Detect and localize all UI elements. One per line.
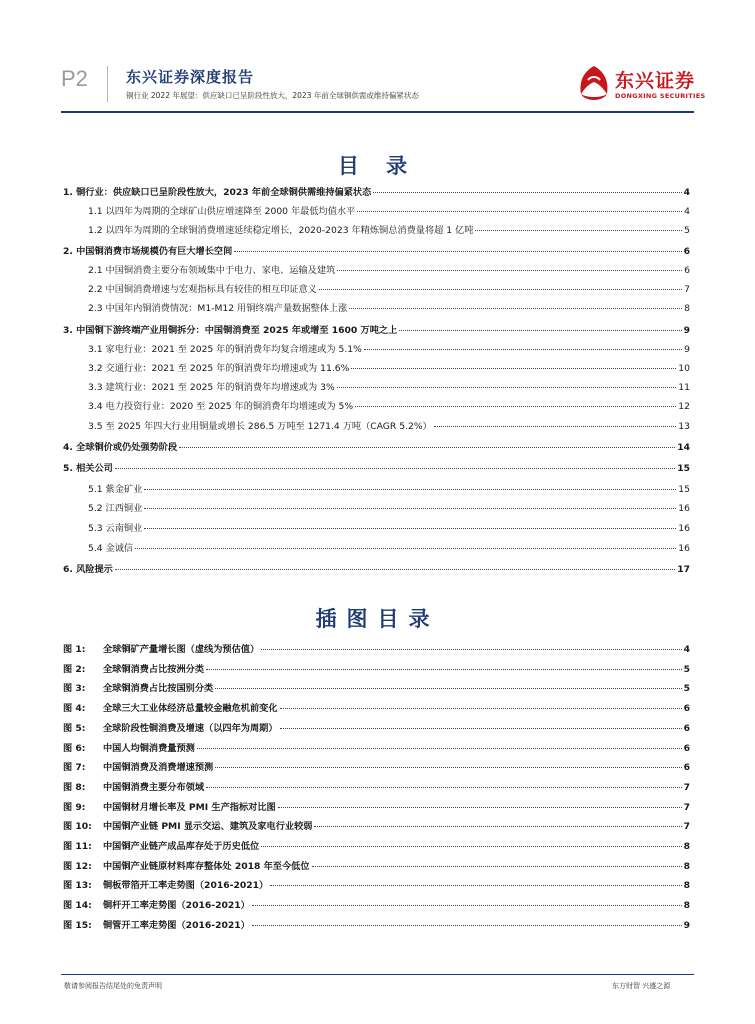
page-number: P2 bbox=[61, 66, 88, 91]
toc-leader-dots bbox=[144, 508, 676, 509]
toc-entry[interactable] bbox=[88, 481, 690, 497]
toc-entry-title: 3.3 建筑行业：2021 至 2025 年的铜消费年均增速或为 3% bbox=[88, 382, 335, 393]
figure-page: 8 bbox=[683, 841, 690, 852]
toc-leader-dots bbox=[349, 308, 682, 309]
figure-page: 6 bbox=[683, 703, 690, 714]
toc-entry-page: 16 bbox=[678, 543, 690, 554]
figure-number: 图 15: bbox=[63, 920, 92, 931]
toc-entry-page: 16 bbox=[678, 523, 690, 534]
toc-leader-dots bbox=[144, 489, 676, 490]
report-subtitle: 铜行业 2022 年展望：供应缺口已呈阶段性放大，2023 年前全球铜供需或维持偏紧状态 bbox=[126, 91, 419, 100]
figure-entry[interactable] bbox=[63, 877, 690, 893]
figure-leader-dots bbox=[206, 787, 682, 788]
toc-entry[interactable] bbox=[63, 460, 690, 476]
figure-number: 图 8: bbox=[63, 782, 86, 793]
figure-number: 图 5: bbox=[63, 723, 86, 734]
figure-leader-dots bbox=[280, 708, 682, 709]
toc-entry-page: 15 bbox=[677, 463, 690, 474]
toc-entry[interactable] bbox=[88, 300, 690, 316]
figure-entry[interactable] bbox=[63, 759, 690, 775]
toc-leader-dots bbox=[337, 270, 682, 271]
toc-entry-title: 5.1 紫金矿业 bbox=[88, 484, 143, 495]
toc-entry-title: 3. 中国铜下游终端产业用铜拆分：中国铜消费至 2025 年或增至 1600 万吨之上 bbox=[63, 325, 398, 336]
figure-entry[interactable] bbox=[63, 779, 690, 795]
figure-title: 全球三大工业体经济总量较金融危机前变化 bbox=[103, 703, 278, 714]
figure-leader-dots bbox=[206, 669, 682, 670]
toc-entry[interactable] bbox=[88, 222, 690, 238]
toc-entry-page: 6 bbox=[683, 246, 690, 257]
figure-title: 中国铜消费及消费增速预测 bbox=[103, 762, 214, 773]
toc-leader-dots bbox=[475, 230, 682, 231]
toc-entry-title: 4. 全球铜价或仍处强势阶段 bbox=[63, 442, 178, 453]
figure-number: 图 4: bbox=[63, 703, 86, 714]
figure-title: 全球铜消费占比按国别分类 bbox=[103, 683, 214, 694]
toc-entry-page: 17 bbox=[677, 564, 690, 575]
figure-number: 图 14: bbox=[63, 900, 92, 911]
figure-page: 6 bbox=[683, 723, 690, 734]
toc-entry[interactable] bbox=[88, 540, 690, 556]
toc-leader-dots bbox=[115, 569, 675, 570]
figure-number: 图 10: bbox=[63, 821, 92, 832]
toc-entry-title: 6. 风险提示 bbox=[63, 564, 113, 575]
figure-leader-dots bbox=[215, 688, 681, 689]
figure-title: 中国铜消费主要分布领域 bbox=[103, 782, 205, 793]
report-title: 东兴证券深度报告 bbox=[126, 68, 255, 86]
toc-leader-dots bbox=[337, 387, 677, 388]
toc-leader-dots bbox=[234, 251, 681, 252]
header-rule bbox=[61, 111, 694, 113]
figure-page: 7 bbox=[683, 821, 690, 832]
figure-page: 8 bbox=[683, 861, 690, 872]
figure-leader-dots bbox=[314, 826, 681, 827]
figure-entry[interactable] bbox=[63, 818, 690, 834]
footer-rule bbox=[61, 974, 694, 975]
toc-entry-title: 2.3 中国年内铜消费情况：M1-M12 用铜终端产量数据整体上涨 bbox=[88, 303, 348, 314]
figure-title: 中国铜产业链原材料库存整体处 2018 年至今低位 bbox=[103, 861, 310, 872]
toc-leader-dots bbox=[351, 368, 676, 369]
figure-entry[interactable] bbox=[63, 661, 690, 677]
toc-entry-page: 13 bbox=[678, 421, 690, 432]
figure-number: 图 9: bbox=[63, 802, 86, 813]
toc-leader-dots bbox=[355, 406, 676, 407]
toc-entry-title: 5.2 江西铜业 bbox=[88, 503, 143, 514]
toc-entry-title: 1.2 以四年为周期的全球铜消费增速延续稳定增长，2020-2023 年精炼铜总消费量将超 1 亿吨 bbox=[88, 225, 474, 236]
toc-entry-title: 1. 铜行业：供应缺口已呈阶段性放大，2023 年前全球铜供需维持偏紧状态 bbox=[63, 187, 372, 198]
figure-leader-dots bbox=[261, 649, 681, 650]
toc-entry[interactable] bbox=[88, 341, 690, 357]
toc-entry[interactable] bbox=[88, 281, 690, 297]
toc-entry-page: 14 bbox=[677, 442, 690, 453]
toc-entry-title: 5. 相关公司 bbox=[63, 463, 113, 474]
figure-number: 图 6: bbox=[63, 743, 86, 754]
toc-entry-title: 5.3 云南铜业 bbox=[88, 523, 143, 534]
figure-leader-dots bbox=[270, 885, 681, 886]
toc-leader-dots bbox=[399, 330, 681, 331]
toc-leader-dots bbox=[144, 528, 676, 529]
toc-entry-page: 4 bbox=[683, 187, 690, 198]
figure-title: 全球阶段性铜消费及增速（以四年为周期） bbox=[103, 723, 278, 734]
toc-entry[interactable] bbox=[63, 243, 690, 259]
figure-title: 中国铜产业链产成品库存处于历史低位 bbox=[103, 841, 260, 852]
figure-leader-dots bbox=[215, 767, 681, 768]
figure-title: 中国铜产业链 PMI 显示交运、建筑及家电行业较弱 bbox=[103, 821, 313, 832]
logo-text-cn: 东兴证券 bbox=[615, 70, 696, 92]
figure-entry[interactable] bbox=[63, 641, 690, 657]
figure-number: 图 7: bbox=[63, 762, 86, 773]
figure-title: 全球铜矿产量增长图（虚线为预估值） bbox=[103, 644, 260, 655]
figure-entry[interactable] bbox=[63, 720, 690, 736]
toc-entry-page: 11 bbox=[678, 382, 690, 393]
toc-entry[interactable] bbox=[63, 561, 690, 577]
figure-title: 铜管开工率走势图（2016-2021） bbox=[103, 920, 250, 931]
toc-entry-page: 4 bbox=[684, 206, 690, 217]
toc-entry-page: 6 bbox=[684, 265, 690, 276]
figure-entry[interactable] bbox=[63, 858, 690, 874]
toc-leader-dots bbox=[357, 211, 682, 212]
figure-leader-dots bbox=[197, 748, 682, 749]
toc-leader-dots bbox=[434, 426, 677, 427]
figure-entry[interactable] bbox=[63, 700, 690, 716]
figure-entry[interactable] bbox=[63, 740, 690, 756]
footer-disclaimer: 敬请参阅报告结尾处的免责声明 bbox=[64, 982, 162, 990]
figure-leader-dots bbox=[312, 866, 682, 867]
toc-leader-dots bbox=[373, 192, 681, 193]
figure-list-heading: 插图目录 bbox=[315, 607, 440, 631]
toc-entry-title: 2.1 中国铜消费主要分布领域集中于电力、家电、运输及建筑 bbox=[88, 265, 336, 276]
figure-page: 4 bbox=[683, 644, 690, 655]
toc-entry-title: 2. 中国铜消费市场规模仍有巨大增长空间 bbox=[63, 246, 233, 257]
figure-leader-dots bbox=[261, 846, 681, 847]
toc-leader-dots bbox=[179, 447, 675, 448]
toc-entry-page: 5 bbox=[684, 225, 690, 236]
figure-entry[interactable] bbox=[63, 680, 690, 696]
toc-leader-dots bbox=[135, 548, 676, 549]
figure-leader-dots bbox=[252, 905, 682, 906]
toc-entry[interactable] bbox=[63, 184, 690, 200]
toc-entry-page: 10 bbox=[678, 363, 690, 374]
toc-entry-title: 5.4 金诚信 bbox=[88, 543, 134, 554]
figure-title: 铜杆开工率走势图（2016-2021） bbox=[103, 900, 250, 911]
toc-entry[interactable] bbox=[88, 418, 690, 434]
figure-title: 铜板带箔开工率走势图（2016-2021） bbox=[103, 880, 269, 891]
toc-entry-page: 8 bbox=[684, 303, 690, 314]
toc-entry[interactable] bbox=[88, 360, 690, 376]
toc-entry[interactable] bbox=[88, 379, 690, 395]
toc-entry[interactable] bbox=[88, 262, 690, 278]
figure-leader-dots bbox=[280, 728, 682, 729]
toc-entry[interactable] bbox=[88, 500, 690, 516]
figure-entry[interactable] bbox=[63, 838, 690, 854]
toc-leader-dots bbox=[115, 468, 675, 469]
toc-entry-title: 3.4 电力投资行业：2020 至 2025 年的铜消费年均增速或为 5% bbox=[88, 401, 354, 412]
figure-entry[interactable] bbox=[63, 799, 690, 815]
toc-entry[interactable] bbox=[88, 398, 690, 414]
figure-entry[interactable] bbox=[63, 897, 690, 913]
dongxing-logo-icon bbox=[575, 64, 613, 104]
figure-number: 图 12: bbox=[63, 861, 92, 872]
toc-entry-page: 15 bbox=[678, 484, 690, 495]
figure-page: 8 bbox=[683, 900, 690, 911]
figure-page: 6 bbox=[683, 743, 690, 754]
toc-entry-page: 9 bbox=[683, 325, 690, 336]
figure-page: 6 bbox=[683, 762, 690, 773]
figure-page: 5 bbox=[683, 664, 690, 675]
footer-slogan: 东方财智 兴盛之源 bbox=[612, 982, 671, 990]
figure-page: 8 bbox=[683, 880, 690, 891]
toc-entry-title: 3.5 至 2025 年四大行业用铜量或增长 286.5 万吨至 1271.4 万吨（CAGR 5.2%） bbox=[88, 421, 432, 432]
toc-entry[interactable] bbox=[88, 203, 690, 219]
toc-leader-dots bbox=[364, 349, 682, 350]
figure-page: 5 bbox=[683, 683, 690, 694]
figure-number: 图 13: bbox=[63, 880, 92, 891]
toc-entry-title: 1.1 以四年为周期的全球矿山供应增速降至 2000 年最低均值水平 bbox=[88, 206, 356, 217]
figure-leader-dots bbox=[252, 925, 682, 926]
toc-entry-title: 2.2 中国铜消费增速与宏观指标具有较佳的相互印证意义 bbox=[88, 284, 317, 295]
logo-text-en: DONGXING SECURITIES bbox=[615, 92, 706, 100]
toc-entry-page: 12 bbox=[678, 401, 690, 412]
toc-leader-dots bbox=[319, 289, 682, 290]
toc-entry-page: 7 bbox=[684, 284, 690, 295]
figure-title: 中国铜材月增长率及 PMI 生产指标对比图 bbox=[103, 802, 276, 813]
toc-entry[interactable] bbox=[63, 439, 690, 455]
toc-entry[interactable] bbox=[63, 322, 690, 338]
figure-number: 图 2: bbox=[63, 664, 86, 675]
toc-entry-title: 3.2 交通行业：2021 至 2025 年的铜消费年均增速或为 11.6% bbox=[88, 363, 350, 374]
figure-number: 图 3: bbox=[63, 683, 86, 694]
figure-page: 9 bbox=[683, 920, 690, 931]
figure-entry[interactable] bbox=[63, 917, 690, 933]
figure-title: 中国人均铜消费量预测 bbox=[103, 743, 195, 754]
toc-entry-page: 16 bbox=[678, 503, 690, 514]
figure-number: 图 1: bbox=[63, 644, 86, 655]
figure-title: 全球铜消费占比按洲分类 bbox=[103, 664, 205, 675]
toc-entry[interactable] bbox=[88, 520, 690, 536]
figure-number: 图 11: bbox=[63, 841, 92, 852]
toc-heading: 目 录 bbox=[337, 154, 418, 178]
figure-page: 7 bbox=[683, 802, 690, 813]
toc-entry-title: 3.1 家电行业：2021 至 2025 年的铜消费年均复合增速或为 5.1% bbox=[88, 344, 362, 355]
header-divider bbox=[107, 66, 108, 102]
figure-leader-dots bbox=[278, 807, 682, 808]
toc-entry-page: 9 bbox=[684, 344, 690, 355]
figure-page: 7 bbox=[683, 782, 690, 793]
